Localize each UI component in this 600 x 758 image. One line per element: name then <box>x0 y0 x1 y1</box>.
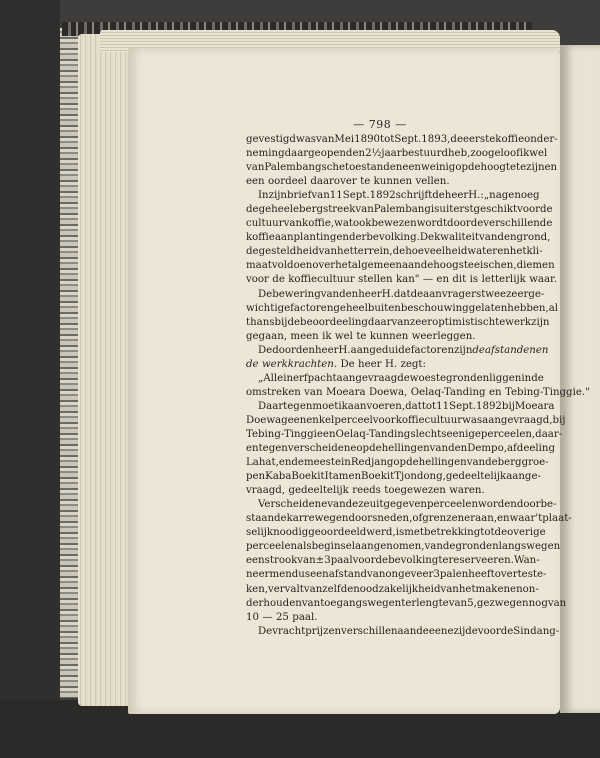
text-line: Daartegen moet ik aanvoeren, dat tot 11 Sept. 1892 bij Moeara <box>258 400 555 412</box>
text-line: een strook van ± 3 paal voor de bevolking te reserveeren. Wan- <box>246 555 540 567</box>
text-line: Tebing-Tinggie en Oelaq-Tanding slechts eenige perceelen, daar- <box>246 428 563 440</box>
text-line: In zijn brief van 11 Sept. 1892 schrijft de heer H.: „nagenoeg <box>258 190 540 202</box>
text-line: voor de koffiecultuur stellen kan" — en dit is letterlijk waar. <box>246 274 558 286</box>
text-line: derhouden van toegangswegen ter lengte van 5, gezwegen nog van <box>246 597 567 609</box>
text-line: neming daar geopend en 2½ jaar bestuurd heb, zoo geloof ik wel <box>246 148 548 160</box>
text-line: van Palembangsche toestanden een weinig op de hoogte te zijn en <box>246 162 558 174</box>
text-line: de geheele bergstreek van Palembang is uiterst geschikt voor de <box>246 204 553 216</box>
text-line: de werkkrachten. De heer H. zegt: <box>246 358 426 370</box>
text-line: gevestigd was van Mei 1890 tot Sept. 1893, de eerste koffieonder- <box>246 134 558 145</box>
text-line: thans bij de beoordeeling daarvan zeer optimistisch te werk zijn <box>246 316 550 328</box>
text-line: wichtige factoren geheel buiten beschouwing gelaten hebben, al <box>246 302 559 314</box>
text-line: De vrachtprijzen verschillen aan de eene zijde voor de Sindang- <box>258 625 560 637</box>
page-number: — 798 — <box>353 118 407 131</box>
dark-margin-left <box>0 0 60 758</box>
facing-page-edge <box>560 45 600 713</box>
text-line: perceelen als beginsel aangenomen, van de gronden langs wegen <box>246 541 561 553</box>
text-line: pen Kaba Boekit Itam en Boekit Tjondong, gedeeltelijk aange- <box>246 471 541 483</box>
text-line: „Alle in erfpacht aangevraagde woeste gronden liggen in de <box>258 372 544 384</box>
text-line: Doewa geen enkel perceel voor koffiecultuur was aangevraagd, bij <box>246 414 566 426</box>
text-line: De door den heer H. aangeduide factoren zijn de afstanden en <box>258 344 549 356</box>
text-line: gegaan, meen ik wel te kunnen weerleggen. <box>246 330 476 342</box>
text-line: koffieaanplantingen der bevolking. De kwaliteit van den grond, <box>246 232 551 244</box>
text-line: selijk noodig geoordeeld werd, is met betrekking tot de overige <box>246 527 546 539</box>
text-line: entegen verscheidene op de hellingen van den Dempo, afdeeling <box>246 443 555 455</box>
text-line: 10 — 25 paal. <box>246 611 318 623</box>
text-line: maat voldoen over het algemeen aan de hoogste eischen, die men <box>246 260 555 272</box>
text-line: Lahat, en de meeste in Redjang op de hellingen van de berggroe- <box>246 457 549 469</box>
text-line: De bewering van den heer H. dat de aanvragers twee zeer ge- <box>258 288 545 300</box>
text-line: cultuur van koffie, wat ook bewezen wordt door de verschillende <box>246 218 553 230</box>
text-line: neer men dus een afstand van ongeveer 3 palen heeft over te ste- <box>246 569 547 581</box>
text-line: omstreken van Moeara Doewa, Oelaq-Tanding en Tebing-Tinggie." <box>246 386 590 398</box>
text-line: Verscheidene van deze uitgegeven perceelen worden door be- <box>258 499 557 511</box>
text-line: vraagd, gedeeltelijk reeds toegewezen waren. <box>246 485 485 497</box>
text-line: de gesteldheid van het terrein, de hoeveelheid water en het kli- <box>246 246 543 258</box>
text-line: staande karrewegen doorsneden, of grenzen er aan, en waar 't plaat- <box>246 513 572 525</box>
body-text <box>246 133 590 639</box>
text-line: een oordeel daarover te kunnen vellen. <box>246 176 450 188</box>
text-line: ken, vervalt van zelf de noodzakelijkheid van het maken en on- <box>246 583 539 595</box>
